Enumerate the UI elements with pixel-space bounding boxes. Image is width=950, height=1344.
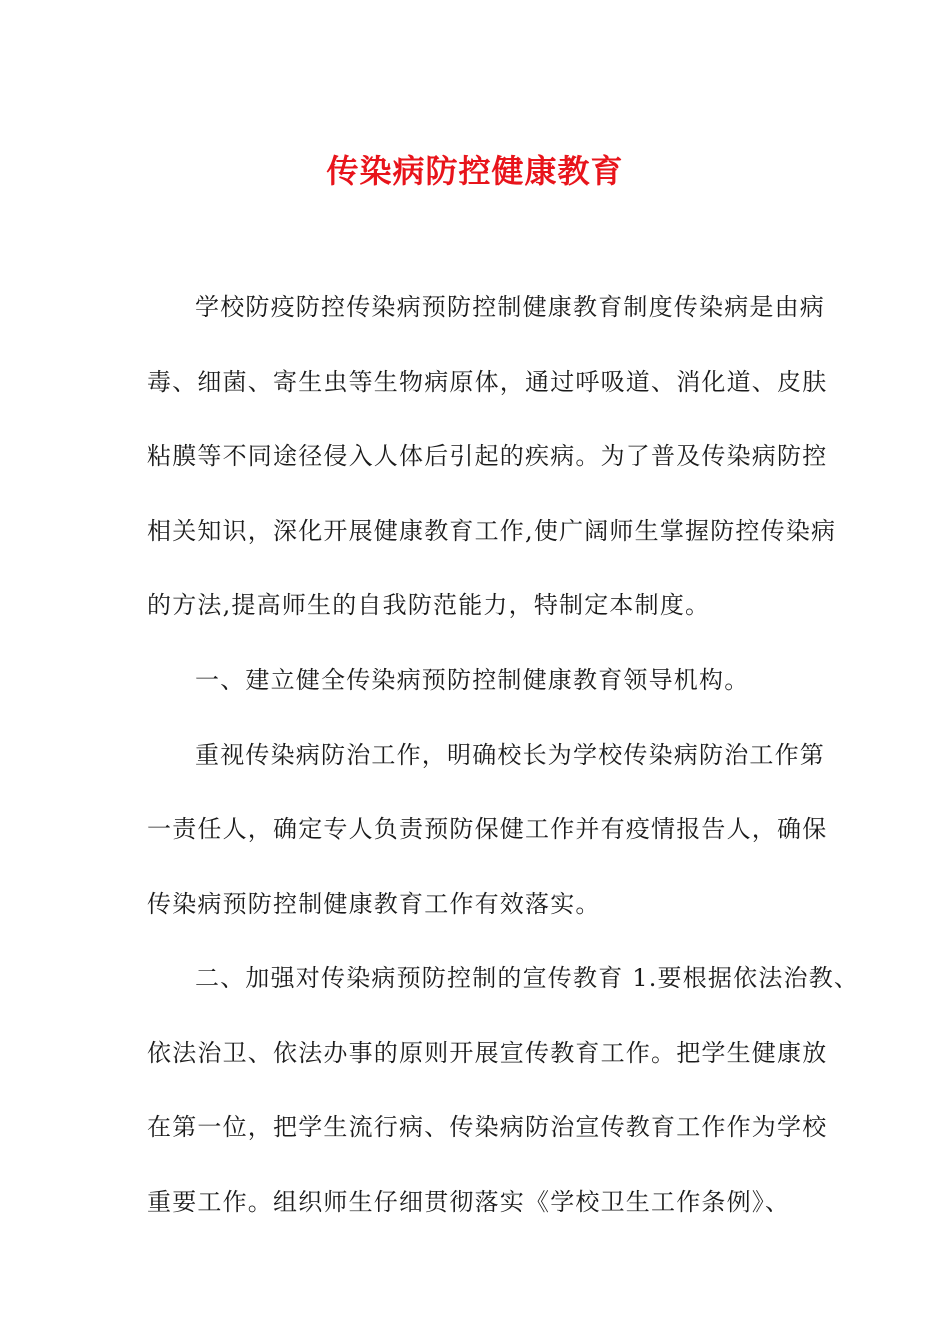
paragraph-line: 在第一位，把学生流行病、传染病防治宣传教育工作作为学校 xyxy=(147,1113,828,1141)
paragraph-line: 学校防疫防控传染病预防控制健康教育制度传染病是由病 xyxy=(195,293,825,321)
section-heading: 一、建立健全传染病预防控制健康教育领导机构。 xyxy=(195,666,750,694)
paragraph-line: 依法治卫、依法办事的原则开展宣传教育工作。把学生健康放 xyxy=(147,1039,828,1067)
document-title: 传染病防控健康教育 xyxy=(326,152,624,190)
paragraph-line: 重要工作。组织师生仔细贯彻落实《学校卫生工作条例》、 xyxy=(147,1188,791,1216)
paragraph-line: 粘膜等不同途径侵入人体后引起的疾病。为了普及传染病防控 xyxy=(147,442,828,470)
paragraph-line: 毒、细菌、寄生虫等生物病原体，通过呼吸道、消化道、皮肤 xyxy=(147,368,828,396)
paragraph-line: 相关知识，深化开展健康教育工作,使广阔师生掌握防控传染病 xyxy=(147,517,837,545)
paragraph-line: 一责任人，确定专人负责预防保健工作并有疫情报告人，确保 xyxy=(147,815,828,843)
paragraph-line: 的方法,提高师生的自我防范能力，特制定本制度。 xyxy=(147,591,711,619)
paragraph-line: 重视传染病防治工作，明确校长为学校传染病防治工作第 xyxy=(195,741,825,769)
paragraph-line: 传染病预防控制健康教育工作有效落实。 xyxy=(147,890,601,918)
section-heading: 二、加强对传染病预防控制的宣传教育 1.要根据依法治教、 xyxy=(195,964,860,992)
